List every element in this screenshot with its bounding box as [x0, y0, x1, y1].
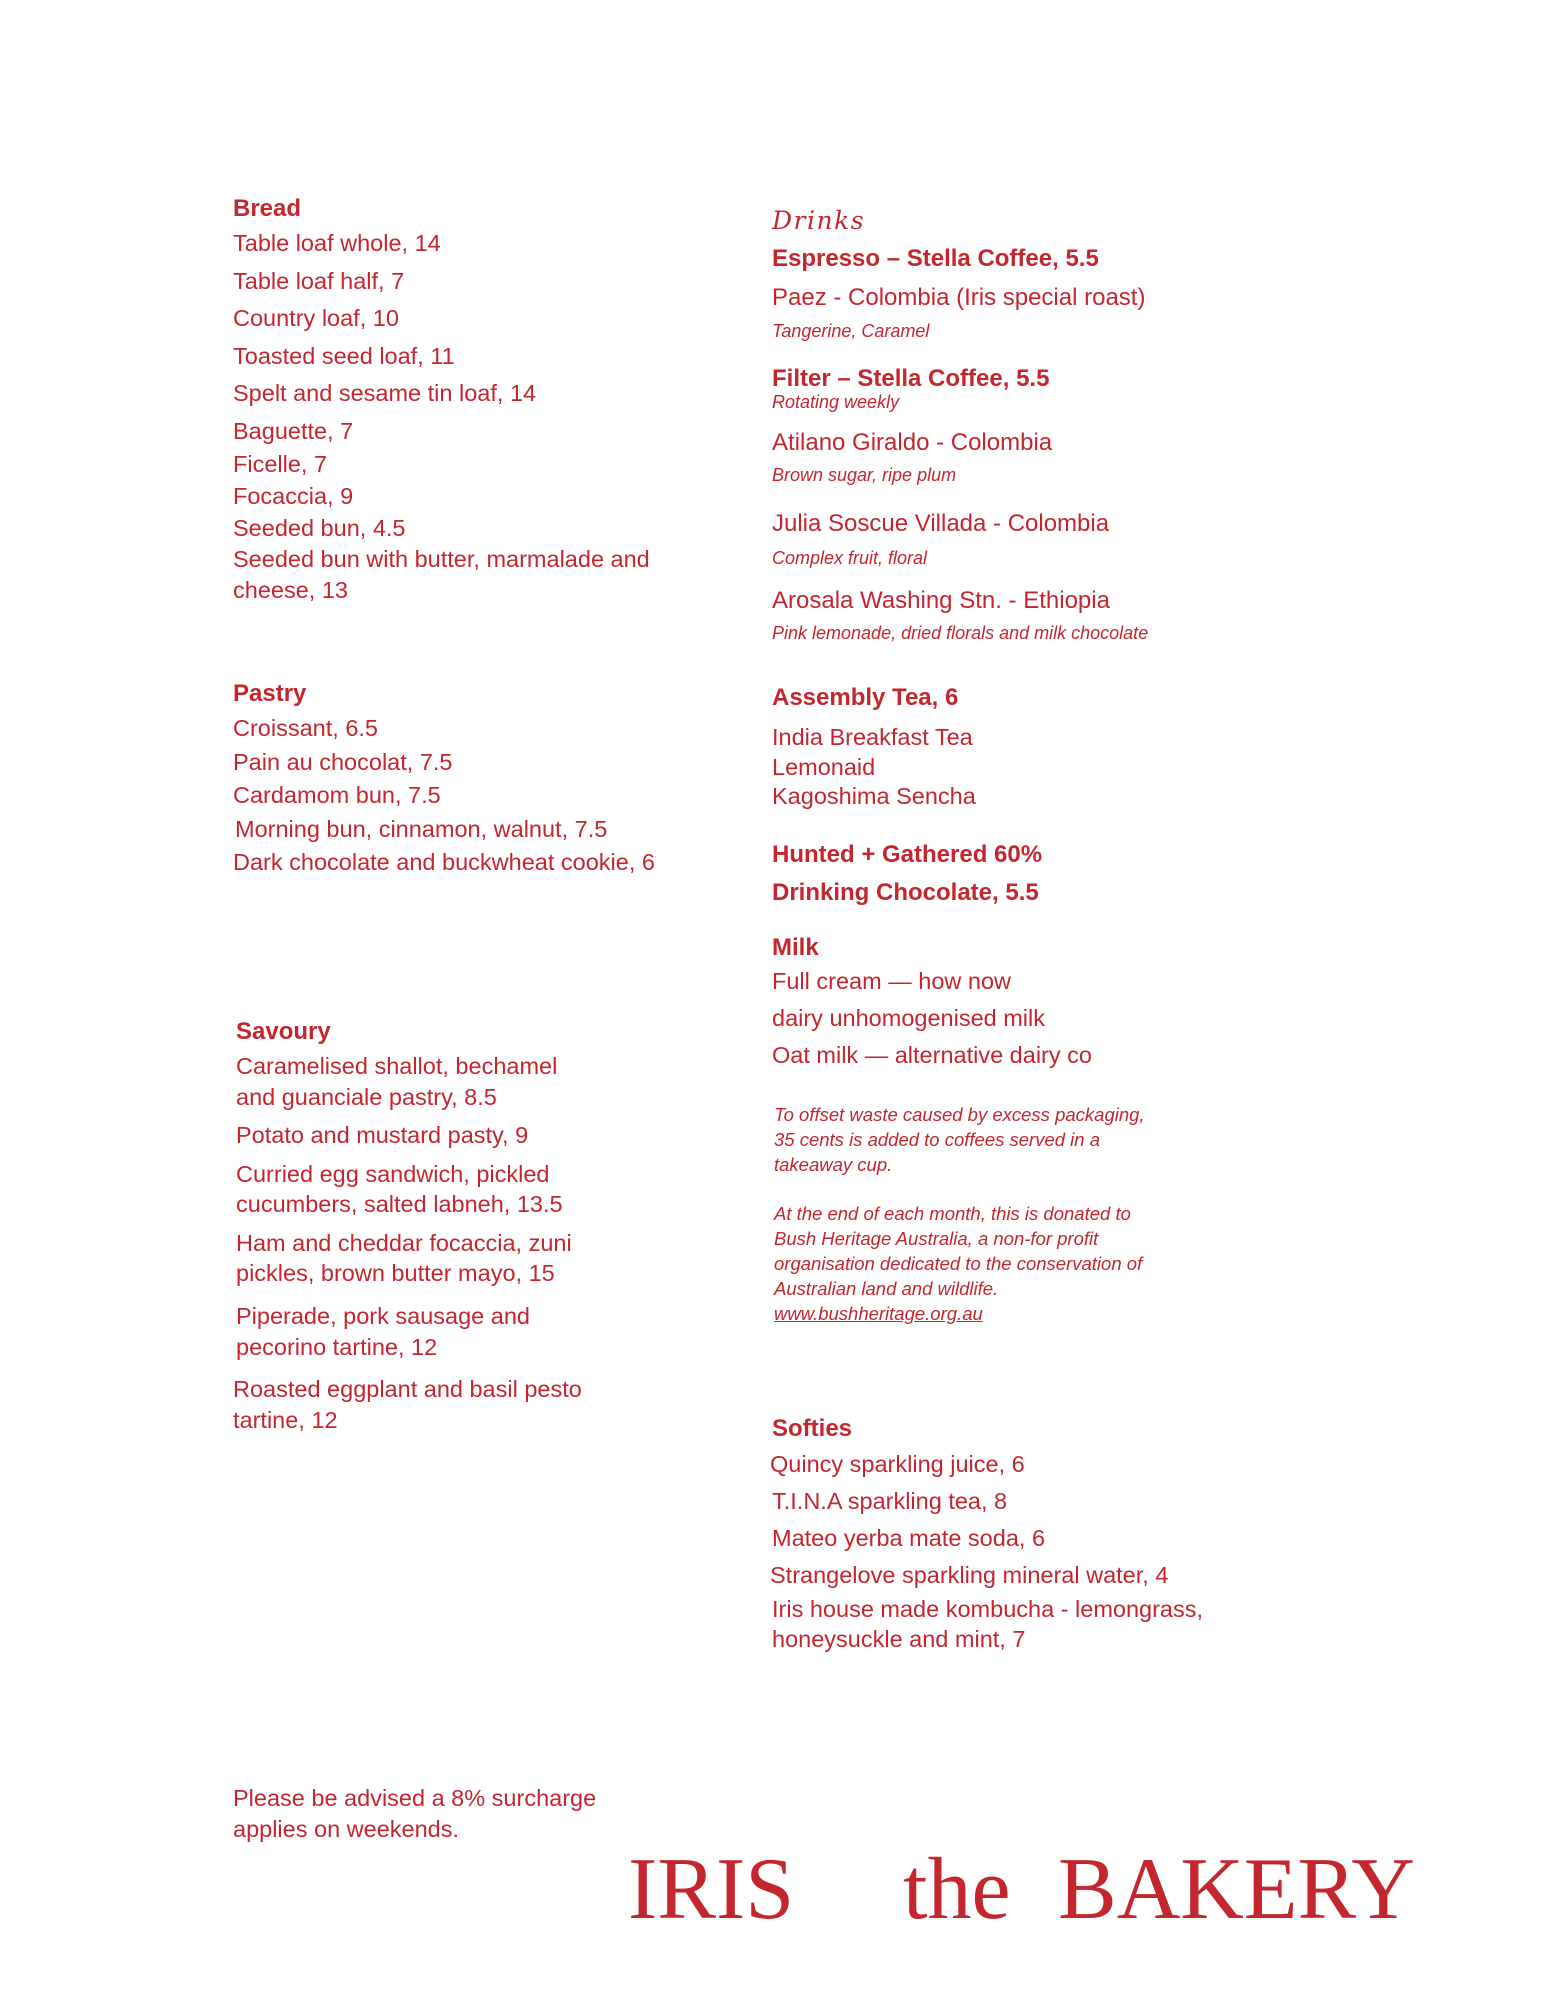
- savoury-heading: Savoury: [236, 1018, 331, 1045]
- filter-block: [772, 363, 1332, 415]
- coffee-notes: Brown sugar, ripe plum: [772, 465, 957, 486]
- savoury-item: Roasted eggplant and basil pesto tartine, 12: [233, 1376, 582, 1433]
- pastry-item: Pain au chocolat, 7.5: [233, 748, 453, 775]
- drinks-label: Drinks: [772, 206, 866, 235]
- logo-word: IRIS: [628, 1841, 795, 1938]
- coffee-origin: Atilano Giraldo - Colombia: [772, 429, 1053, 456]
- bread-item: Seeded bun, 4.5: [233, 514, 406, 541]
- tea-item: India Breakfast Tea: [772, 724, 973, 751]
- milk-item: dairy unhomogenised milk: [772, 1005, 1046, 1032]
- logo-word: the: [903, 1841, 1011, 1938]
- milk-block: [772, 932, 1332, 1074]
- pastry-section: [233, 678, 703, 881]
- pastry-item: Croissant, 6.5: [233, 715, 378, 742]
- drinks-label-block: [772, 206, 1332, 238]
- softies-heading: Softies: [772, 1415, 853, 1442]
- chocolate-line-2: Drinking Chocolate, 5.5: [772, 879, 1039, 906]
- iris-the-bakery-logo: [628, 1840, 1415, 1940]
- savoury-item: Piperade, pork sausage and pecorino tartine, 12: [236, 1303, 530, 1360]
- bush-heritage-link[interactable]: www.bushheritage.org.au: [774, 1302, 983, 1324]
- bread-heading: Bread: [233, 195, 302, 222]
- espresso-block: [772, 243, 1332, 343]
- bread-item: Spelt and sesame tin loaf, 14: [233, 380, 537, 407]
- softie-item: Strangelove sparkling mineral water, 4: [770, 1562, 1169, 1589]
- pastry-item: Dark chocolate and buckwheat cookie, 6: [233, 849, 655, 876]
- coffee-notes: Complex fruit, floral: [772, 548, 928, 569]
- savoury-item: Curried egg sandwich, pickled cucumbers, salted labneh, 13.5: [236, 1160, 563, 1218]
- surcharge-notice: Please be advised a 8% surcharge applies on weekends.: [233, 1785, 597, 1842]
- savoury-item: Ham and cheddar focaccia, zuni pickles, brown butter mayo, 15: [236, 1229, 572, 1287]
- softies-block: [772, 1413, 1332, 1654]
- filter-coffee: [772, 508, 1332, 571]
- softie-item: Quincy sparkling juice, 6: [770, 1451, 1025, 1478]
- espresso-origin: Paez - Colombia (Iris special roast): [772, 284, 1146, 312]
- coffee-origin: Arosala Washing Stn. - Ethiopia: [772, 587, 1110, 614]
- savoury-section: [233, 1016, 706, 1442]
- tea-item: Lemonaid: [772, 753, 876, 780]
- bread-item: Baguette, 7: [233, 417, 354, 444]
- packaging-fine-print: [774, 1103, 1169, 1327]
- tea-block: [772, 682, 1332, 811]
- filter-coffee: [772, 427, 1332, 488]
- bread-item: Toasted seed loaf, 11: [233, 342, 455, 369]
- chocolate-block: [772, 836, 1332, 912]
- pastry-item: Morning bun, cinnamon, walnut, 7.5: [235, 815, 608, 842]
- bread-section: [233, 193, 703, 612]
- softie-item: T.I.N.A sparkling tea, 8: [772, 1488, 1008, 1515]
- espresso-notes: Tangerine, Caramel: [772, 320, 930, 341]
- pastry-item: Cardamom bun, 7.5: [233, 782, 441, 809]
- logo-word: BAKERY: [1058, 1841, 1415, 1938]
- milk-heading: Milk: [772, 934, 819, 961]
- bread-item: Country loaf, 10: [233, 305, 399, 332]
- coffee-origin: Julia Soscue Villada - Colombia: [772, 510, 1110, 537]
- filter-heading: Filter – Stella Coffee, 5.5: [772, 365, 1050, 392]
- milk-item: Full cream — how now: [772, 968, 1011, 995]
- coffee-notes: Pink lemonade, dried florals and milk chocolate: [772, 623, 1149, 644]
- bread-item: Ficelle, 7: [233, 451, 328, 478]
- pastry-heading: Pastry: [233, 680, 307, 707]
- softie-item: Iris house made kombucha - lemongrass, honeysuckle and mint, 7: [772, 1596, 1204, 1653]
- bread-item: Focaccia, 9: [233, 483, 354, 510]
- donation-note: At the end of each month, this is donated to Bush Heritage Australia, a non-for profit organisation dedicated to the conservation of Australian land and wildlife.: [774, 1202, 1143, 1299]
- tea-heading: Assembly Tea, 6: [772, 684, 959, 711]
- bread-item: Table loaf half, 7: [233, 267, 405, 294]
- filter-subheading: Rotating weekly: [772, 392, 900, 413]
- savoury-item: Potato and mustard pasty, 9: [236, 1122, 529, 1149]
- savoury-item: Caramelised shallot, bechamel and guanciale pastry, 8.5: [236, 1053, 558, 1110]
- packaging-note: To offset waste caused by excess packaging, 35 cents is added to coffees served in a takeaway cup.: [774, 1104, 1145, 1175]
- filter-coffee: [772, 585, 1332, 646]
- softie-item: Mateo yerba mate soda, 6: [772, 1525, 1046, 1552]
- bread-item: Seeded bun with butter, marmalade and cheese, 13: [233, 546, 650, 603]
- bread-item: Table loaf whole, 14: [233, 230, 441, 257]
- chocolate-line-1: Hunted + Gathered 60%: [772, 841, 1043, 868]
- espresso-heading: Espresso – Stella Coffee, 5.5: [772, 245, 1099, 272]
- tea-item: Kagoshima Sencha: [772, 782, 976, 809]
- milk-item: Oat milk — alternative dairy co: [772, 1042, 1092, 1069]
